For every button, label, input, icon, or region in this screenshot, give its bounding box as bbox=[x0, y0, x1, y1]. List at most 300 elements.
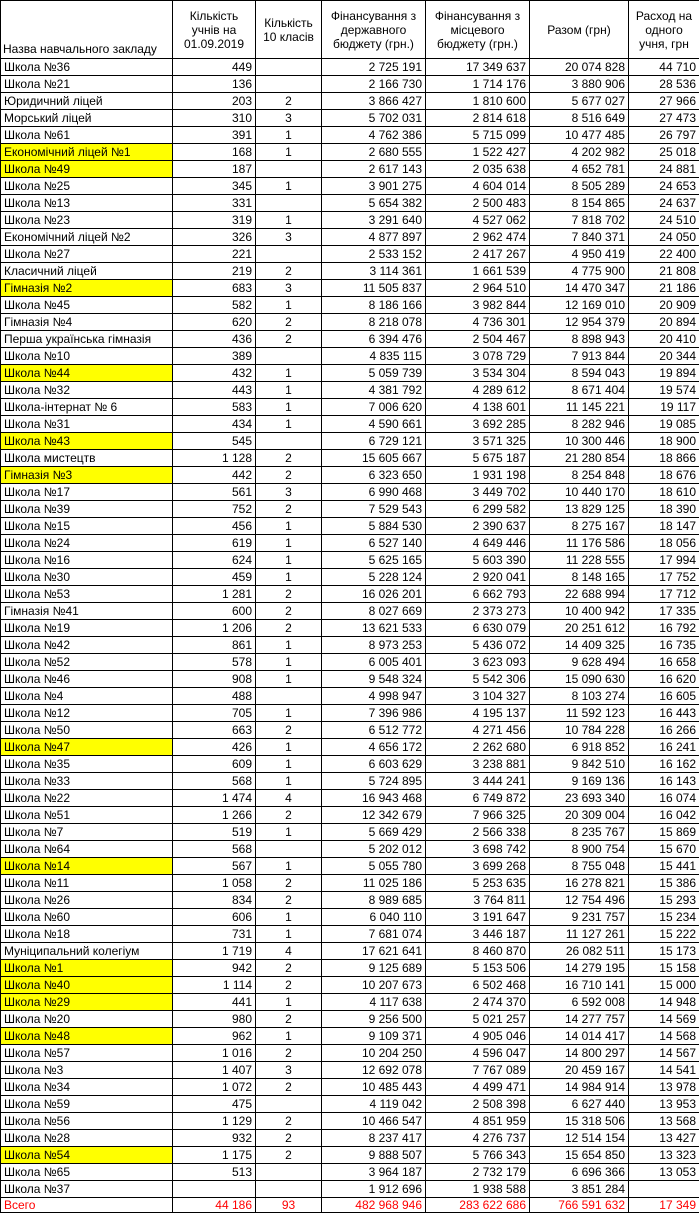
table-row bbox=[1, 195, 699, 212]
cell-school-name: Гімназія №4 bbox=[1, 314, 173, 331]
cell-total: 11 145 221 bbox=[530, 399, 629, 416]
cell-classes10: 3 bbox=[256, 484, 322, 501]
cell-total: 10 400 942 bbox=[530, 603, 629, 620]
cell-school-name: Школа №23 bbox=[1, 212, 173, 229]
table-row bbox=[1, 535, 699, 552]
cell-students: 219 bbox=[173, 263, 256, 280]
cell-state-funding: 6 005 401 bbox=[322, 654, 426, 671]
cell-state-funding: 6 512 772 bbox=[322, 722, 426, 739]
cell-state-funding: 16 026 201 bbox=[322, 586, 426, 603]
table-row bbox=[1, 960, 699, 977]
cell-state-funding: 7 681 074 bbox=[322, 926, 426, 943]
cell-classes10: 2 bbox=[256, 331, 322, 348]
table-row bbox=[1, 824, 699, 841]
cell-local-funding: 3 449 702 bbox=[426, 484, 530, 501]
cell-school-name: Школа №16 bbox=[1, 552, 173, 569]
cell-students: 203 bbox=[173, 93, 256, 110]
cell-state-funding: 16 943 468 bbox=[322, 790, 426, 807]
cell-school-name: Школа №39 bbox=[1, 501, 173, 518]
cell-classes10: 2 bbox=[256, 1045, 322, 1062]
cell-per-student: 25 018 bbox=[629, 144, 699, 161]
cell-school-name: Школа №7 bbox=[1, 824, 173, 841]
cell-state-funding: 5 055 780 bbox=[322, 858, 426, 875]
table-row bbox=[1, 807, 699, 824]
cell-students: 326 bbox=[173, 229, 256, 246]
totals-per-student: 17 349 bbox=[629, 1198, 699, 1213]
cell-state-funding: 10 207 673 bbox=[322, 977, 426, 994]
table-row bbox=[1, 501, 699, 518]
header-state-funding: Фінансування з державного бюджету (грн.) bbox=[322, 1, 426, 59]
cell-local-funding: 2 508 398 bbox=[426, 1096, 530, 1113]
table-row bbox=[1, 144, 699, 161]
cell-school-name: Школа №50 bbox=[1, 722, 173, 739]
cell-state-funding: 4 119 042 bbox=[322, 1096, 426, 1113]
cell-classes10: 1 bbox=[256, 1028, 322, 1045]
cell-per-student: 15 869 bbox=[629, 824, 699, 841]
cell-classes10: 2 bbox=[256, 467, 322, 484]
cell-state-funding: 6 729 121 bbox=[322, 433, 426, 450]
cell-per-student: 13 427 bbox=[629, 1130, 699, 1147]
cell-students: 1 128 bbox=[173, 450, 256, 467]
cell-classes10: 2 bbox=[256, 1147, 322, 1164]
cell-classes10: 1 bbox=[256, 671, 322, 688]
cell-classes10: 1 bbox=[256, 926, 322, 943]
cell-total: 7 840 371 bbox=[530, 229, 629, 246]
table-row bbox=[1, 858, 699, 875]
cell-state-funding: 11 505 837 bbox=[322, 280, 426, 297]
cell-school-name: Школа №17 bbox=[1, 484, 173, 501]
cell-local-funding: 4 195 137 bbox=[426, 705, 530, 722]
cell-classes10: 2 bbox=[256, 586, 322, 603]
cell-school-name: Школа №52 bbox=[1, 654, 173, 671]
cell-state-funding: 4 762 386 bbox=[322, 127, 426, 144]
table-row bbox=[1, 841, 699, 858]
table-row bbox=[1, 943, 699, 960]
cell-per-student: 18 390 bbox=[629, 501, 699, 518]
cell-school-name: Школа №64 bbox=[1, 841, 173, 858]
cell-classes10 bbox=[256, 688, 322, 705]
cell-classes10: 2 bbox=[256, 450, 322, 467]
cell-school-name: Школа №12 bbox=[1, 705, 173, 722]
cell-classes10: 2 bbox=[256, 1130, 322, 1147]
cell-total: 8 505 289 bbox=[530, 178, 629, 195]
cell-per-student: 14 948 bbox=[629, 994, 699, 1011]
cell-classes10: 1 bbox=[256, 637, 322, 654]
cell-total: 20 309 004 bbox=[530, 807, 629, 824]
cell-total: 7 913 844 bbox=[530, 348, 629, 365]
cell-local-funding: 7 966 325 bbox=[426, 807, 530, 824]
cell-local-funding: 1 931 198 bbox=[426, 467, 530, 484]
cell-per-student: 16 735 bbox=[629, 637, 699, 654]
cell-total: 16 710 141 bbox=[530, 977, 629, 994]
cell-local-funding: 2 035 638 bbox=[426, 161, 530, 178]
cell-school-name: Школа №59 bbox=[1, 1096, 173, 1113]
table-row bbox=[1, 518, 699, 535]
cell-students: 442 bbox=[173, 467, 256, 484]
table-row bbox=[1, 739, 699, 756]
cell-state-funding: 9 888 507 bbox=[322, 1147, 426, 1164]
cell-per-student: 15 441 bbox=[629, 858, 699, 875]
table-row bbox=[1, 382, 699, 399]
table-header-row bbox=[1, 1, 699, 59]
cell-local-funding: 4 736 301 bbox=[426, 314, 530, 331]
cell-state-funding: 2 166 730 bbox=[322, 76, 426, 93]
cell-total: 10 477 485 bbox=[530, 127, 629, 144]
table-row bbox=[1, 994, 699, 1011]
cell-state-funding: 2 680 555 bbox=[322, 144, 426, 161]
cell-state-funding: 15 605 667 bbox=[322, 450, 426, 467]
cell-classes10: 3 bbox=[256, 110, 322, 127]
cell-per-student: 13 978 bbox=[629, 1079, 699, 1096]
cell-school-name: Школа №15 bbox=[1, 518, 173, 535]
cell-per-student: 16 241 bbox=[629, 739, 699, 756]
cell-school-name: Школа №34 bbox=[1, 1079, 173, 1096]
cell-local-funding: 5 253 635 bbox=[426, 875, 530, 892]
cell-total: 10 300 446 bbox=[530, 433, 629, 450]
cell-students: 513 bbox=[173, 1164, 256, 1181]
table-row bbox=[1, 586, 699, 603]
cell-school-name: Школа №47 bbox=[1, 739, 173, 756]
cell-students: 1 719 bbox=[173, 943, 256, 960]
cell-state-funding: 12 692 078 bbox=[322, 1062, 426, 1079]
cell-school-name: Школа №27 bbox=[1, 246, 173, 263]
cell-classes10: 1 bbox=[256, 569, 322, 586]
cell-total: 4 652 781 bbox=[530, 161, 629, 178]
cell-state-funding: 1 912 696 bbox=[322, 1181, 426, 1198]
cell-school-name: Школа-інтернат № 6 bbox=[1, 399, 173, 416]
cell-state-funding: 3 114 361 bbox=[322, 263, 426, 280]
cell-school-name: Школа №32 bbox=[1, 382, 173, 399]
totals-total: 766 591 632 bbox=[530, 1198, 629, 1213]
cell-local-funding: 5 542 306 bbox=[426, 671, 530, 688]
cell-total: 20 251 612 bbox=[530, 620, 629, 637]
cell-total: 11 176 586 bbox=[530, 535, 629, 552]
cell-per-student: 24 653 bbox=[629, 178, 699, 195]
table-row bbox=[1, 416, 699, 433]
cell-students bbox=[173, 1181, 256, 1198]
cell-students: 962 bbox=[173, 1028, 256, 1045]
cell-per-student: 15 234 bbox=[629, 909, 699, 926]
cell-local-funding: 4 527 062 bbox=[426, 212, 530, 229]
cell-school-name: Морський ліцей bbox=[1, 110, 173, 127]
cell-local-funding: 3 191 647 bbox=[426, 909, 530, 926]
cell-school-name: Школа №65 bbox=[1, 1164, 173, 1181]
cell-classes10: 1 bbox=[256, 756, 322, 773]
cell-state-funding: 6 990 468 bbox=[322, 484, 426, 501]
cell-total: 11 592 123 bbox=[530, 705, 629, 722]
cell-students: 1 058 bbox=[173, 875, 256, 892]
cell-total: 10 784 228 bbox=[530, 722, 629, 739]
cell-state-funding: 3 964 187 bbox=[322, 1164, 426, 1181]
cell-state-funding: 4 117 638 bbox=[322, 994, 426, 1011]
cell-state-funding: 17 621 641 bbox=[322, 943, 426, 960]
table-row bbox=[1, 433, 699, 450]
cell-per-student: 18 676 bbox=[629, 467, 699, 484]
cell-per-student: 22 400 bbox=[629, 246, 699, 263]
cell-local-funding: 3 446 187 bbox=[426, 926, 530, 943]
cell-local-funding: 3 982 844 bbox=[426, 297, 530, 314]
cell-state-funding: 9 256 500 bbox=[322, 1011, 426, 1028]
cell-students: 942 bbox=[173, 960, 256, 977]
cell-school-name: Школа №11 bbox=[1, 875, 173, 892]
cell-state-funding: 5 228 124 bbox=[322, 569, 426, 586]
cell-total: 11 127 261 bbox=[530, 926, 629, 943]
cell-per-student: 28 536 bbox=[629, 76, 699, 93]
table-row bbox=[1, 569, 699, 586]
cell-students: 624 bbox=[173, 552, 256, 569]
cell-classes10: 1 bbox=[256, 212, 322, 229]
totals-row bbox=[1, 1198, 699, 1213]
cell-per-student: 15 000 bbox=[629, 977, 699, 994]
cell-classes10: 1 bbox=[256, 739, 322, 756]
cell-local-funding: 4 596 047 bbox=[426, 1045, 530, 1062]
cell-state-funding: 5 625 165 bbox=[322, 552, 426, 569]
cell-state-funding: 8 186 166 bbox=[322, 297, 426, 314]
cell-state-funding: 8 989 685 bbox=[322, 892, 426, 909]
cell-local-funding: 3 692 285 bbox=[426, 416, 530, 433]
cell-local-funding: 5 603 390 bbox=[426, 552, 530, 569]
cell-school-name: Школа мистецтв bbox=[1, 450, 173, 467]
header-students: Кількість учнів на 01.09.2019 bbox=[173, 1, 256, 59]
table-row bbox=[1, 1181, 699, 1198]
cell-classes10: 3 bbox=[256, 229, 322, 246]
cell-state-funding: 7 529 543 bbox=[322, 501, 426, 518]
cell-local-funding: 5 675 187 bbox=[426, 450, 530, 467]
cell-school-name: Школа №45 bbox=[1, 297, 173, 314]
cell-per-student: 24 050 bbox=[629, 229, 699, 246]
cell-classes10 bbox=[256, 195, 322, 212]
cell-total: 20 074 828 bbox=[530, 59, 629, 76]
cell-per-student: 15 222 bbox=[629, 926, 699, 943]
cell-students: 609 bbox=[173, 756, 256, 773]
cell-classes10: 1 bbox=[256, 654, 322, 671]
cell-school-name: Гімназія №2 bbox=[1, 280, 173, 297]
cell-classes10 bbox=[256, 1096, 322, 1113]
cell-state-funding: 6 394 476 bbox=[322, 331, 426, 348]
cell-total: 6 627 440 bbox=[530, 1096, 629, 1113]
cell-classes10: 2 bbox=[256, 807, 322, 824]
totals-classes10: 93 bbox=[256, 1198, 322, 1213]
cell-classes10: 1 bbox=[256, 416, 322, 433]
cell-students: 449 bbox=[173, 59, 256, 76]
cell-per-student: 19 117 bbox=[629, 399, 699, 416]
cell-state-funding: 6 527 140 bbox=[322, 535, 426, 552]
cell-classes10: 1 bbox=[256, 518, 322, 535]
cell-per-student: 14 569 bbox=[629, 1011, 699, 1028]
cell-school-name: Школа №40 bbox=[1, 977, 173, 994]
cell-state-funding: 10 204 250 bbox=[322, 1045, 426, 1062]
cell-classes10: 1 bbox=[256, 773, 322, 790]
cell-local-funding: 17 349 637 bbox=[426, 59, 530, 76]
cell-school-name: Школа №25 bbox=[1, 178, 173, 195]
cell-per-student: 24 637 bbox=[629, 195, 699, 212]
cell-students: 319 bbox=[173, 212, 256, 229]
cell-state-funding: 8 218 078 bbox=[322, 314, 426, 331]
table-row bbox=[1, 1164, 699, 1181]
header-school-name: Назва навчального закладу bbox=[1, 1, 173, 59]
cell-state-funding: 5 724 895 bbox=[322, 773, 426, 790]
cell-per-student: 16 074 bbox=[629, 790, 699, 807]
cell-per-student: 17 335 bbox=[629, 603, 699, 620]
cell-per-student: 19 085 bbox=[629, 416, 699, 433]
cell-classes10: 2 bbox=[256, 263, 322, 280]
cell-school-name: Школа №49 bbox=[1, 161, 173, 178]
cell-state-funding: 3 866 427 bbox=[322, 93, 426, 110]
cell-school-name: Школа №37 bbox=[1, 1181, 173, 1198]
cell-total: 12 169 010 bbox=[530, 297, 629, 314]
cell-students: 606 bbox=[173, 909, 256, 926]
cell-students: 932 bbox=[173, 1130, 256, 1147]
cell-state-funding: 6 040 110 bbox=[322, 909, 426, 926]
cell-state-funding: 5 654 382 bbox=[322, 195, 426, 212]
cell-per-student: 20 894 bbox=[629, 314, 699, 331]
cell-local-funding: 5 436 072 bbox=[426, 637, 530, 654]
cell-per-student: 44 710 bbox=[629, 59, 699, 76]
cell-total: 8 275 167 bbox=[530, 518, 629, 535]
cell-students: 1 016 bbox=[173, 1045, 256, 1062]
cell-students: 459 bbox=[173, 569, 256, 586]
cell-school-name: Гімназія №3 bbox=[1, 467, 173, 484]
cell-school-name: Школа №35 bbox=[1, 756, 173, 773]
cell-total: 8 254 848 bbox=[530, 467, 629, 484]
cell-state-funding: 4 998 947 bbox=[322, 688, 426, 705]
table-row bbox=[1, 178, 699, 195]
cell-per-student: 13 568 bbox=[629, 1113, 699, 1130]
table-row bbox=[1, 1045, 699, 1062]
cell-students: 456 bbox=[173, 518, 256, 535]
table-row bbox=[1, 297, 699, 314]
cell-total: 10 440 170 bbox=[530, 484, 629, 501]
cell-local-funding: 2 504 467 bbox=[426, 331, 530, 348]
cell-students: 310 bbox=[173, 110, 256, 127]
cell-classes10: 1 bbox=[256, 178, 322, 195]
totals-students: 44 186 bbox=[173, 1198, 256, 1213]
cell-school-name: Школа №1 bbox=[1, 960, 173, 977]
cell-local-funding: 3 444 241 bbox=[426, 773, 530, 790]
table-row bbox=[1, 977, 699, 994]
table-row bbox=[1, 637, 699, 654]
cell-classes10 bbox=[256, 1164, 322, 1181]
cell-school-name: Школа №43 bbox=[1, 433, 173, 450]
cell-students: 620 bbox=[173, 314, 256, 331]
cell-classes10: 2 bbox=[256, 314, 322, 331]
cell-total: 9 842 510 bbox=[530, 756, 629, 773]
cell-total: 16 278 821 bbox=[530, 875, 629, 892]
cell-classes10: 2 bbox=[256, 620, 322, 637]
cell-total: 6 918 852 bbox=[530, 739, 629, 756]
cell-school-name: Школа №13 bbox=[1, 195, 173, 212]
cell-school-name: Школа №4 bbox=[1, 688, 173, 705]
totals-state-funding: 482 968 946 bbox=[322, 1198, 426, 1213]
cell-classes10: 3 bbox=[256, 1062, 322, 1079]
cell-school-name: Школа №53 bbox=[1, 586, 173, 603]
cell-total: 4 950 419 bbox=[530, 246, 629, 263]
cell-school-name: Перша українська гімназія bbox=[1, 331, 173, 348]
cell-local-funding: 1 810 600 bbox=[426, 93, 530, 110]
cell-school-name: Школа №33 bbox=[1, 773, 173, 790]
cell-students: 475 bbox=[173, 1096, 256, 1113]
cell-local-funding: 1 714 176 bbox=[426, 76, 530, 93]
cell-students: 568 bbox=[173, 841, 256, 858]
cell-students: 441 bbox=[173, 994, 256, 1011]
cell-students: 1 072 bbox=[173, 1079, 256, 1096]
cell-state-funding: 5 702 031 bbox=[322, 110, 426, 127]
cell-state-funding: 4 835 115 bbox=[322, 348, 426, 365]
cell-total: 15 654 850 bbox=[530, 1147, 629, 1164]
table-row bbox=[1, 1096, 699, 1113]
cell-per-student: 26 797 bbox=[629, 127, 699, 144]
cell-students: 1 281 bbox=[173, 586, 256, 603]
cell-total: 9 231 757 bbox=[530, 909, 629, 926]
cell-per-student: 18 056 bbox=[629, 535, 699, 552]
table-row bbox=[1, 399, 699, 416]
cell-total: 13 829 125 bbox=[530, 501, 629, 518]
cell-per-student: 16 042 bbox=[629, 807, 699, 824]
cell-students: 752 bbox=[173, 501, 256, 518]
cell-per-student: 24 881 bbox=[629, 161, 699, 178]
cell-state-funding: 5 884 530 bbox=[322, 518, 426, 535]
table-row bbox=[1, 756, 699, 773]
cell-classes10: 1 bbox=[256, 909, 322, 926]
cell-total: 14 984 914 bbox=[530, 1079, 629, 1096]
cell-total: 4 202 982 bbox=[530, 144, 629, 161]
cell-students: 426 bbox=[173, 739, 256, 756]
cell-classes10: 1 bbox=[256, 705, 322, 722]
cell-per-student: 18 610 bbox=[629, 484, 699, 501]
cell-classes10 bbox=[256, 76, 322, 93]
cell-students: 345 bbox=[173, 178, 256, 195]
cell-students: 583 bbox=[173, 399, 256, 416]
cell-local-funding: 2 474 370 bbox=[426, 994, 530, 1011]
cell-local-funding: 4 604 014 bbox=[426, 178, 530, 195]
cell-classes10: 3 bbox=[256, 280, 322, 297]
cell-local-funding: 6 502 468 bbox=[426, 977, 530, 994]
cell-per-student: 19 574 bbox=[629, 382, 699, 399]
cell-students: 1 266 bbox=[173, 807, 256, 824]
table-row bbox=[1, 773, 699, 790]
cell-classes10 bbox=[256, 59, 322, 76]
cell-classes10: 1 bbox=[256, 297, 322, 314]
cell-school-name: Школа №56 bbox=[1, 1113, 173, 1130]
cell-total: 12 754 496 bbox=[530, 892, 629, 909]
cell-local-funding: 5 766 343 bbox=[426, 1147, 530, 1164]
cell-per-student: 21 186 bbox=[629, 280, 699, 297]
table-row bbox=[1, 1062, 699, 1079]
cell-school-name: Школа №30 bbox=[1, 569, 173, 586]
cell-per-student bbox=[629, 1181, 699, 1198]
table-row bbox=[1, 127, 699, 144]
cell-local-funding: 5 715 099 bbox=[426, 127, 530, 144]
cell-school-name: Школа №60 bbox=[1, 909, 173, 926]
cell-local-funding: 3 078 729 bbox=[426, 348, 530, 365]
cell-per-student: 24 510 bbox=[629, 212, 699, 229]
cell-local-funding: 2 417 267 bbox=[426, 246, 530, 263]
cell-total: 7 818 702 bbox=[530, 212, 629, 229]
cell-school-name: Школа №51 bbox=[1, 807, 173, 824]
cell-classes10: 1 bbox=[256, 144, 322, 161]
cell-classes10 bbox=[256, 161, 322, 178]
cell-total: 8 516 649 bbox=[530, 110, 629, 127]
cell-classes10: 1 bbox=[256, 994, 322, 1011]
cell-local-funding: 4 271 456 bbox=[426, 722, 530, 739]
cell-school-name: Муніципальний колегіум bbox=[1, 943, 173, 960]
cell-school-name: Гімназія №41 bbox=[1, 603, 173, 620]
table-row bbox=[1, 1011, 699, 1028]
table-row bbox=[1, 722, 699, 739]
cell-state-funding: 5 202 012 bbox=[322, 841, 426, 858]
cell-local-funding: 1 661 539 bbox=[426, 263, 530, 280]
cell-school-name: Школа №20 bbox=[1, 1011, 173, 1028]
